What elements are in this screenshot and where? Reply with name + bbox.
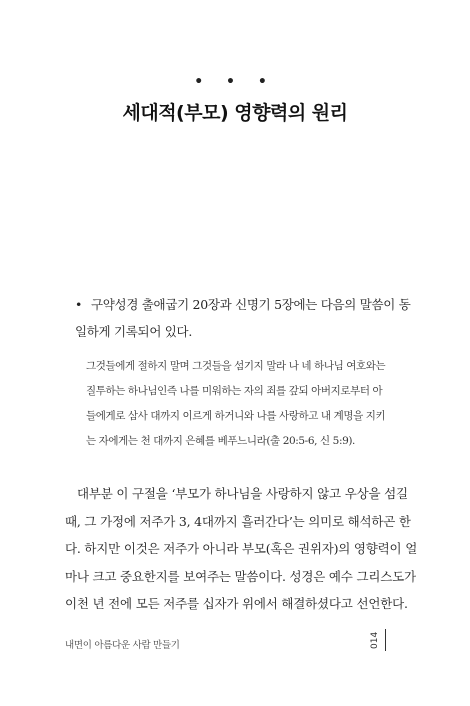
- bullet-line-1-text: 구약성경 출애굽기 20장과 신명기 5장에는 다음의 말씀이 동: [91, 297, 411, 312]
- body-line: 마나 크고 중요한지를 보여주는 말씀이다. 성경은 예수 그리스도가: [65, 568, 416, 584]
- quote-line: 는 자에게는 천 대까지 은혜를 베푸느니라(출 20:5-6, 신 5:9).: [86, 435, 355, 447]
- section-ornament: • • •: [194, 74, 276, 90]
- quote-line: 그것들에게 절하지 말며 그것들을 섬기지 말라 나 네 하나님 여호와는: [86, 360, 386, 372]
- bullet-icon: •: [75, 297, 83, 312]
- body-paragraph: [65, 480, 418, 618]
- chapter-title: 세대적(부모) 영향력의 원리: [122, 102, 348, 124]
- scripture-quote: [86, 354, 404, 454]
- running-footer-book-title: 내면이 아름다운 사람 만들기: [65, 640, 180, 651]
- body-line: 다. 하지만 이것은 저주가 아니라 부모(혹은 권위자)의 영향력이 얼: [65, 541, 418, 556]
- bullet-line-1: [75, 291, 415, 318]
- page-number-divider: [385, 629, 386, 651]
- body-line: 때, 그 가정에 저주가 3, 4대까지 흘러간다’는 의미로 해석하곤 한: [65, 513, 411, 529]
- bullet-line-2: 일하게 기록되어 있다.: [75, 324, 192, 339]
- bullet-paragraph: [75, 291, 415, 345]
- body-line: 대부분 이 구절을 ‘부모가 하나님을 사랑하지 않고 우상을 섬길: [77, 486, 408, 501]
- page-number: 014: [370, 631, 380, 649]
- quote-line: 들에게로 삼사 대까지 이르게 하거니와 나를 사랑하고 내 계명을 지키: [86, 410, 386, 422]
- quote-line: 질투하는 하나님인즉 나를 미워하는 자의 죄를 갚되 아버지로부터 아: [86, 385, 383, 397]
- body-line: 이천 년 전에 모든 저주를 십자가 위에서 해결하셨다고 선언한다.: [65, 596, 408, 611]
